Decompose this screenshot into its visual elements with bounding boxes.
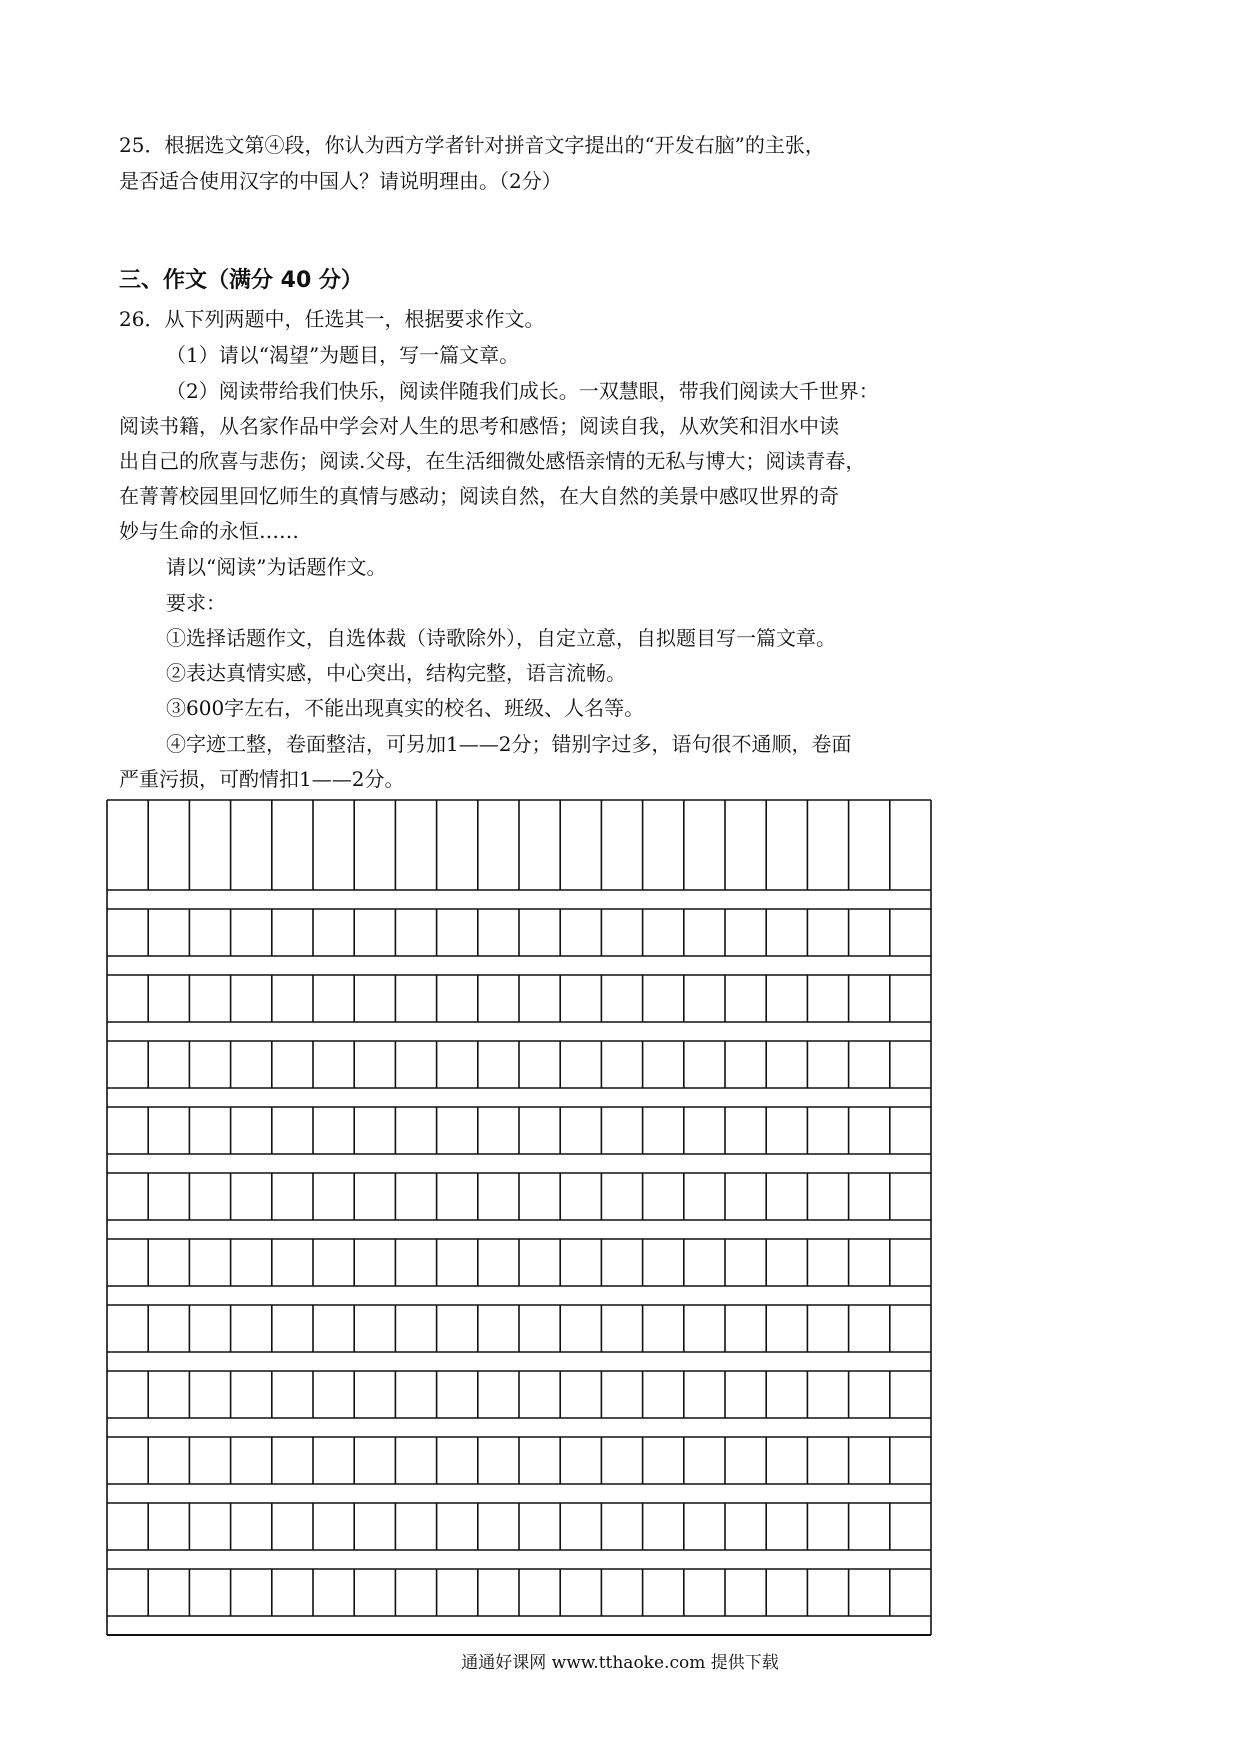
section-heading: 三、作文（满分 40 分） <box>119 268 363 293</box>
requirement-item: ④字迹工整，卷面整洁，可另加1——2分；错别字过多，语句很不通顺，卷面 <box>166 732 852 756</box>
requirements-label: 要求： <box>166 591 226 615</box>
option-2-line: （2）阅读带给我们快乐，阅读伴随我们成长。一双慧眼，带我们阅读大千世界： <box>166 379 879 403</box>
requirement-item: ①选择话题作文，自选体裁（诗歌除外），自定立意，自拟题目写一篇文章。 <box>166 626 836 650</box>
footer-credit: 通通好课网 www.tthaoke.com 提供下载 <box>461 1653 779 1673</box>
option-1: （1）请以“渴望”为题目，写一篇文章。 <box>166 343 520 367</box>
requirement-item: ②表达真情实感，中心突出，结构完整，语言流畅。 <box>166 661 626 685</box>
option-2-line: 在菁菁校园里回忆师生的真情与感动；阅读自然，在大自然的美景中感叹世界的奇 <box>119 484 839 508</box>
topic-instruction: 请以“阅读”为话题作文。 <box>166 555 387 579</box>
option-2-line: 出自己的欣喜与悲伤；阅读.父母，在生活细微处感悟亲情的无私与博大；阅读青春， <box>119 449 866 473</box>
option-2-line: 阅读书籍，从名家作品中学会对人生的思考和感悟；阅读自我，从欢笑和泪水中读 <box>119 414 839 438</box>
q26-intro: 26．从下列两题中，任选其一，根据要求作文。 <box>119 307 545 331</box>
option-2-line: 妙与生命的永恒…… <box>119 519 299 543</box>
requirement-continued: 严重污损，可酌情扣1——2分。 <box>119 767 405 791</box>
q25-line-1: 25．根据选文第④段，你认为西方学者针对拼音文字提出的“开发右脑”的主张， <box>119 133 825 157</box>
writing-grid[interactable] <box>106 799 932 1640</box>
q25-line-2: 是否适合使用汉字的中国人？请说明理由。（2分） <box>119 169 562 193</box>
requirement-item: ③600字左右，不能出现真实的校名、班级、人名等。 <box>166 696 645 720</box>
